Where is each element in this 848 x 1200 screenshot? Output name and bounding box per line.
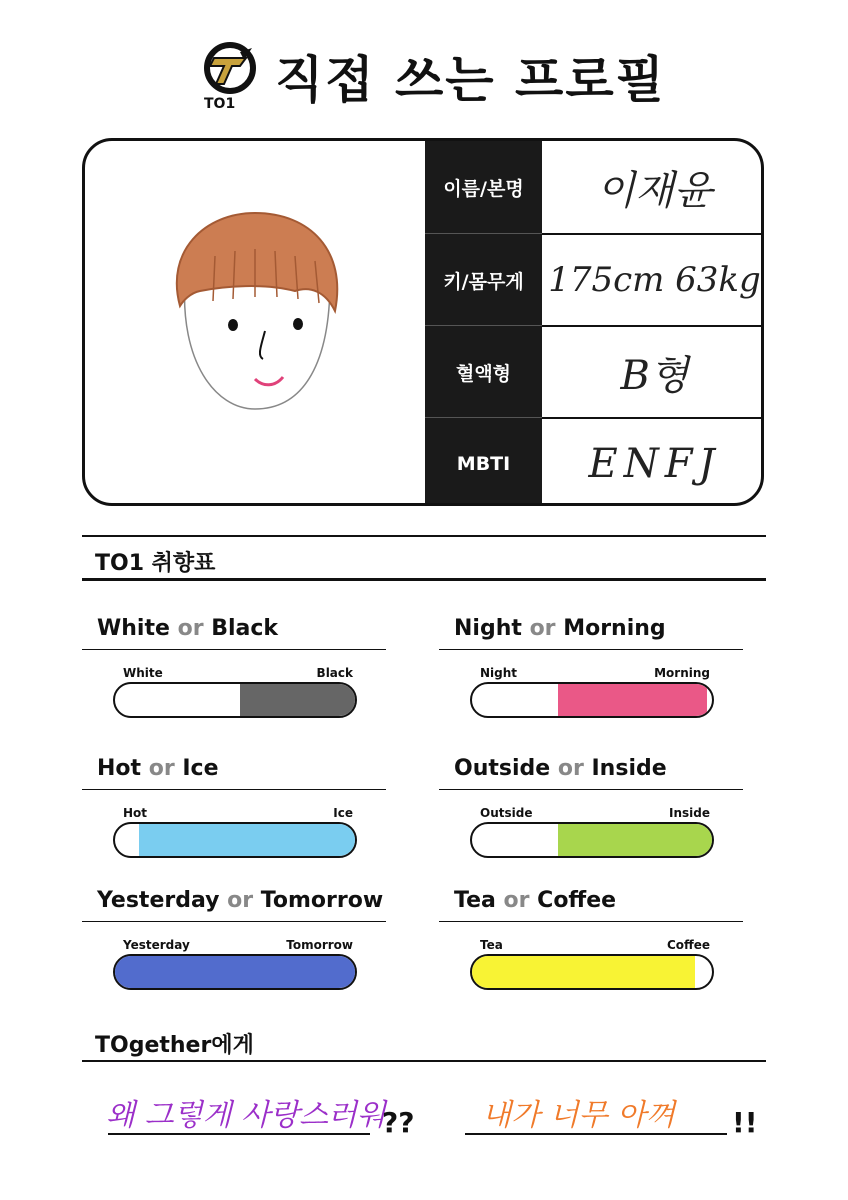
scale-left-label: Outside (480, 806, 533, 820)
preference-scale-bar (470, 954, 714, 990)
preference-left-option: Outside (454, 756, 551, 781)
scale-left-label: Night (480, 666, 518, 680)
preference-right-option: Black (211, 616, 279, 641)
scale-right-label: Tomorrow (286, 938, 353, 952)
preference-scale-fill (139, 824, 355, 856)
preference-left-option: Tea (454, 888, 496, 913)
preference-scale-fill (472, 956, 695, 988)
preference-right-option: Morning (563, 616, 666, 641)
preference-or: or (557, 756, 584, 781)
preference-right-option: Coffee (537, 888, 617, 913)
preference-right-option: Inside (591, 756, 667, 781)
scale-right-label: Black (316, 666, 353, 680)
preference-left-option: Yesterday (97, 888, 220, 913)
scale-left-label: Tea (480, 938, 503, 952)
preference-title (97, 616, 401, 641)
scale-left-label: White (123, 666, 163, 680)
to1-logo (200, 38, 270, 118)
preference-item (97, 888, 401, 998)
preference-or: or (503, 888, 530, 913)
profile-label-column (425, 141, 542, 503)
preference-underline (439, 921, 743, 922)
label-mbti: MBTI (425, 417, 542, 506)
message-1-underline (108, 1133, 370, 1135)
preference-scale-bar (113, 822, 357, 858)
scale-left-label: Hot (123, 806, 148, 820)
preference-underline (82, 921, 386, 922)
divider (82, 1060, 766, 1062)
preference-item (97, 616, 401, 726)
together-section-title: TOgether에게 (95, 1033, 254, 1058)
label-name: 이름/본명 (443, 177, 524, 200)
preference-title (454, 616, 758, 641)
label-height-weight: 키/몸무게 (425, 233, 542, 326)
divider (82, 535, 766, 537)
divider (82, 578, 766, 581)
message-1-punctuation: ?? (382, 1106, 415, 1139)
preference-title (97, 888, 401, 913)
preference-underline (82, 649, 386, 650)
scale-left-label: Yesterday (123, 938, 190, 952)
taste-section-title: TO1 취향표 (95, 551, 216, 576)
profile-card (82, 138, 764, 506)
preference-underline (439, 649, 743, 650)
preference-left-option: Night (454, 616, 522, 641)
preference-scale-fill (558, 824, 712, 856)
preference-title (454, 756, 758, 781)
scale-right-label: Ice (333, 806, 353, 820)
preference-scale-fill (558, 684, 707, 716)
preference-title (97, 756, 401, 781)
preference-or: or (177, 616, 204, 641)
preference-item (454, 756, 758, 866)
drawn-portrait (85, 141, 425, 503)
preference-item (454, 888, 758, 998)
message-2-punctuation: !! (732, 1106, 758, 1139)
preference-item (454, 616, 758, 726)
value-height-weight: 175cm 63kg (542, 233, 764, 325)
message-2-underline (465, 1133, 727, 1135)
page-title: 직접 쓰는 프로필 (275, 51, 666, 109)
preference-scale-bar (470, 822, 714, 858)
scale-right-label: Coffee (666, 938, 710, 952)
scale-right-label: Morning (654, 666, 710, 680)
preference-scale-bar (470, 682, 714, 718)
preference-scale-fill (240, 684, 355, 716)
preference-right-option: Tomorrow (260, 888, 384, 913)
preference-or: or (529, 616, 556, 641)
label-blood-type: 혈액형 (425, 325, 542, 418)
scale-right-label: Inside (669, 806, 710, 820)
value-name: 이재윤 (596, 167, 713, 214)
preference-title (454, 888, 758, 913)
preference-item (97, 756, 401, 866)
preference-underline (439, 789, 743, 790)
preference-scale-bar (113, 954, 357, 990)
profile-value-column (542, 141, 764, 503)
logo-text: TO1 (204, 96, 236, 112)
message-1: 왜 그렇게 사랑스러워 (106, 1098, 386, 1133)
value-blood-type: B형 (542, 325, 764, 417)
message-2: 내가 너무 아껴 (482, 1098, 675, 1133)
preference-scale-bar (113, 682, 357, 718)
preference-left-option: Hot (97, 756, 142, 781)
preference-underline (82, 789, 386, 790)
preference-or: or (227, 888, 254, 913)
preference-left-option: White (97, 616, 170, 641)
preference-scale-fill (115, 956, 355, 988)
preference-or: or (148, 756, 175, 781)
preference-right-option: Ice (182, 756, 219, 781)
value-mbti: ENFJ (542, 417, 764, 506)
